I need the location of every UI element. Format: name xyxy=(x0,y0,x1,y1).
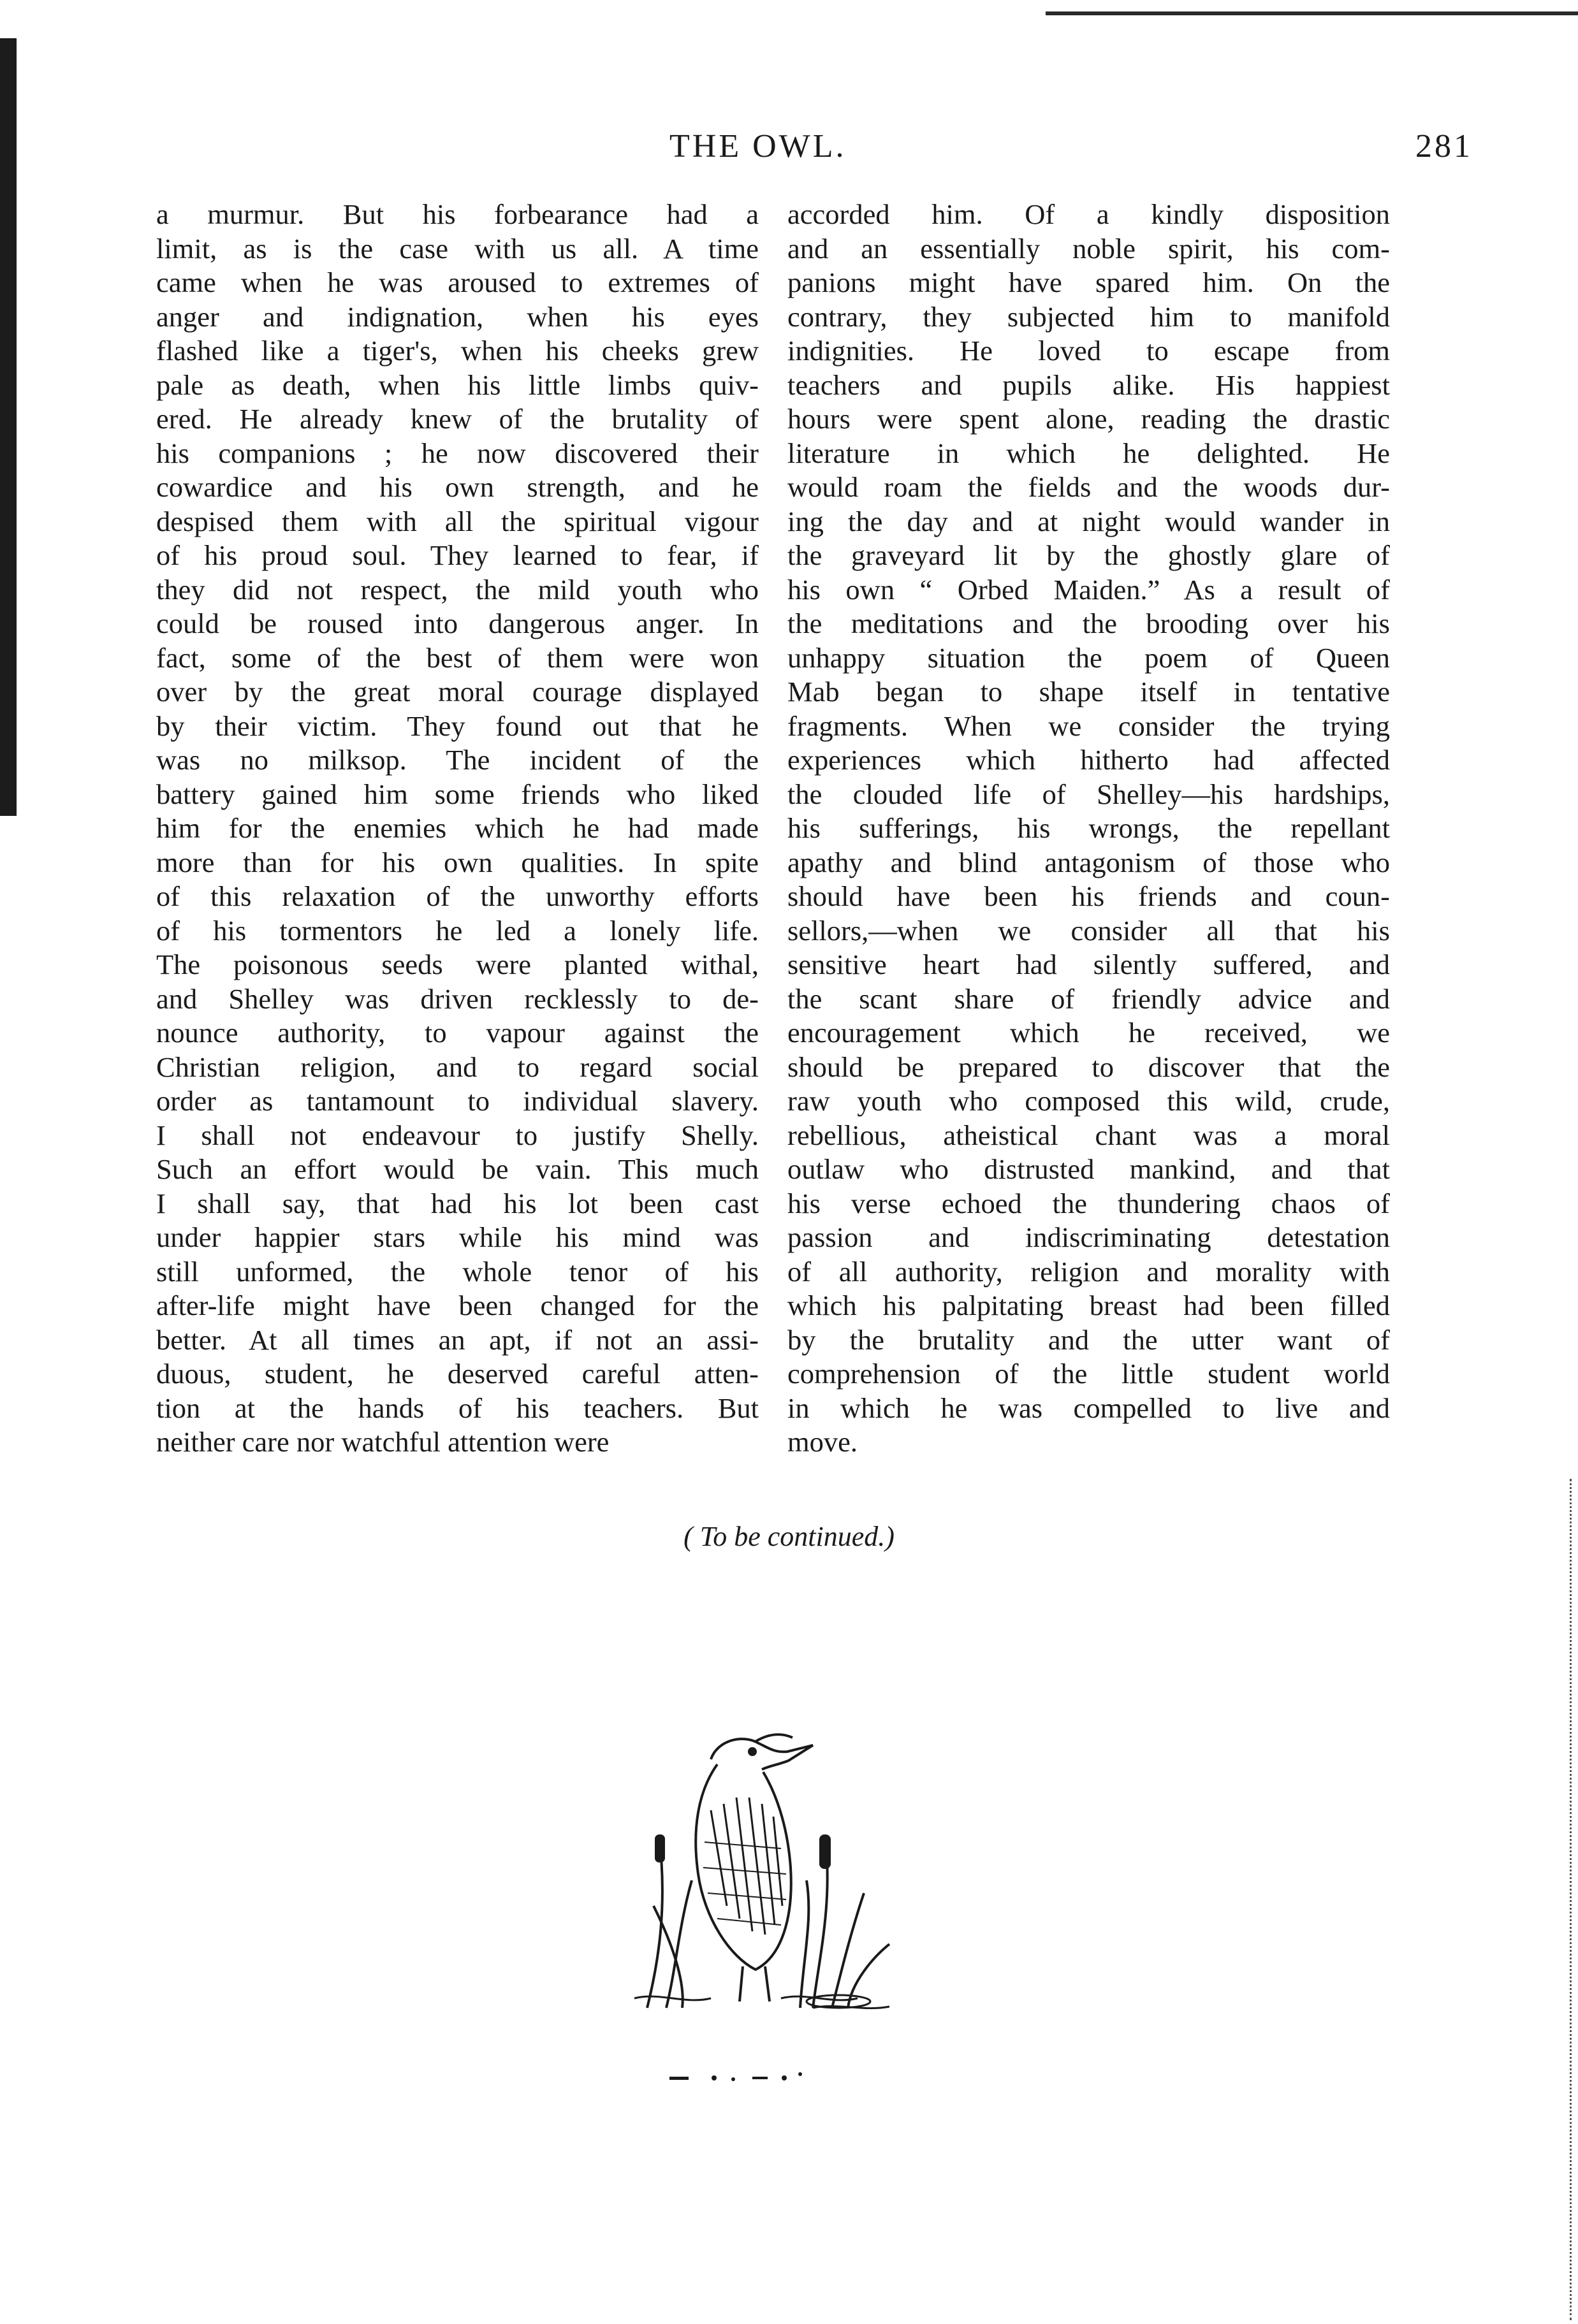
left-line: more than for his own qualities. In spite xyxy=(156,846,759,878)
left-line: ered. He already knew of the brutality of xyxy=(156,403,759,435)
running-head xyxy=(0,127,1578,172)
left-line: cowardice and his own strength, and he xyxy=(156,471,759,503)
left-line: I shall say, that had his lot been cast xyxy=(156,1187,759,1219)
right-text-column xyxy=(787,198,1390,1460)
right-line: raw youth who composed this wild, crude, xyxy=(787,1085,1390,1117)
left-line: by their victim. They found out that he xyxy=(156,709,759,742)
left-line: and Shelley was driven recklessly to de- xyxy=(156,982,759,1015)
left-line: of his tormentors he led a lonely life. xyxy=(156,914,759,947)
left-line: nounce authority, to vapour against the xyxy=(156,1017,759,1049)
left-line: Such an effort would be vain. This much xyxy=(156,1153,759,1185)
right-line: accorded him. Of a kindly disposition xyxy=(787,198,1390,230)
right-line: comprehension of the little student world xyxy=(787,1358,1390,1390)
top-rule-line xyxy=(1046,11,1578,15)
left-line: fact, some of the best of them were won xyxy=(156,641,759,674)
left-line: better. At all times an apt, if not an assi- xyxy=(156,1323,759,1356)
right-line: ing the day and at night would wander in xyxy=(787,505,1390,537)
right-line: sensitive heart had silently suffered, and xyxy=(787,948,1390,980)
right-line: indignities. He loved to escape from xyxy=(787,335,1390,367)
left-line: over by the great moral courage displayed xyxy=(156,676,759,708)
right-line: should have been his friends and coun- xyxy=(787,880,1390,912)
left-line: was no milksop. The incident of the xyxy=(156,744,759,776)
right-line: teachers and pupils alike. His happiest xyxy=(787,368,1390,401)
right-line: contrary, they subjected him to manifold xyxy=(787,300,1390,333)
right-line: his verse echoed the thundering chaos of xyxy=(787,1187,1390,1219)
scan-edge-marks xyxy=(1570,1479,1578,2320)
left-line: his companions ; he now discovered their xyxy=(156,437,759,469)
right-line: should be prepared to discover that the xyxy=(787,1050,1390,1083)
left-line: Christian religion, and to regard social xyxy=(156,1050,759,1083)
right-line: fragments. When we consider the trying xyxy=(787,709,1390,742)
right-line: of all authority, religion and morality with xyxy=(787,1255,1390,1288)
right-line: encouragement which he received, we xyxy=(787,1017,1390,1049)
left-line: I shall not endeavour to justify Shelly. xyxy=(156,1119,759,1151)
left-line: order as tantamount to individual slavery. xyxy=(156,1085,759,1117)
left-line: flashed like a tiger's, when his cheeks grew xyxy=(156,335,759,367)
left-line: under happier stars while his mind was xyxy=(156,1221,759,1253)
right-line: unhappy situation the poem of Queen xyxy=(787,641,1390,674)
right-line: literature in which he delighted. He xyxy=(787,437,1390,469)
page-number: 281 xyxy=(1415,128,1473,164)
right-line: apathy and blind antagonism of those who xyxy=(787,846,1390,878)
right-line: the scant share of friendly advice and xyxy=(787,982,1390,1015)
left-line: despised them with all the spiritual vigour xyxy=(156,505,759,537)
right-line: rebellious, atheistical chant was a moral xyxy=(787,1119,1390,1151)
left-line: a murmur. But his forbearance had a xyxy=(156,198,759,230)
right-line: panions might have spared him. On the xyxy=(787,266,1390,298)
left-line: anger and indignation, when his eyes xyxy=(156,300,759,333)
right-line: sellors,—when we consider all that his xyxy=(787,914,1390,947)
right-line: experiences which hitherto had affected xyxy=(787,744,1390,776)
left-line: tion at the hands of his teachers. But xyxy=(156,1391,759,1424)
journal-title: THE OWL. xyxy=(669,128,847,164)
left-text-column xyxy=(156,198,759,1460)
right-line: his own “ Orbed Maiden.” As a result of xyxy=(787,573,1390,606)
ornament-dots xyxy=(663,2065,816,2091)
left-line: after-life might have been changed for the xyxy=(156,1289,759,1321)
left-line: could be roused into dangerous anger. In xyxy=(156,607,759,639)
left-line: duous, student, he deserved careful atten- xyxy=(156,1358,759,1390)
right-line: which his palpitating breast had been filled xyxy=(787,1289,1390,1321)
left-line: The poisonous seeds were planted withal, xyxy=(156,948,759,980)
left-line: they did not respect, the mild youth who xyxy=(156,573,759,606)
right-line: in which he was compelled to live and xyxy=(787,1391,1390,1424)
left-line: came when he was aroused to extremes of xyxy=(156,266,759,298)
left-line: battery gained him some friends who liked xyxy=(156,778,759,810)
right-line: move. xyxy=(787,1426,858,1458)
left-line: limit, as is the case with us all. A time xyxy=(156,232,759,265)
right-line: passion and indiscriminating detestation xyxy=(787,1221,1390,1253)
right-line: outlaw who distrusted mankind, and that xyxy=(787,1153,1390,1185)
left-line: pale as death, when his little limbs quiv- xyxy=(156,368,759,401)
right-line: the clouded life of Shelley—his hardships, xyxy=(787,778,1390,810)
left-line: of his proud soul. They learned to fear, if xyxy=(156,539,759,571)
left-line: of this relaxation of the unworthy efforts xyxy=(156,880,759,912)
heron-among-reeds-icon xyxy=(622,1715,902,2014)
right-line: hours were spent alone, reading the drastic xyxy=(787,403,1390,435)
right-line: the meditations and the brooding over his xyxy=(787,607,1390,639)
to-be-continued-note: ( To be continued.) xyxy=(683,1521,895,1552)
right-line: his sufferings, his wrongs, the repellant xyxy=(787,812,1390,844)
left-line: him for the enemies which he had made xyxy=(156,812,759,844)
left-line: still unformed, the whole tenor of his xyxy=(156,1255,759,1288)
right-line: the graveyard lit by the ghostly glare of xyxy=(787,539,1390,571)
right-line: would roam the fields and the woods dur- xyxy=(787,471,1390,503)
right-line: by the brutality and the utter want of xyxy=(787,1323,1390,1356)
right-line: and an essentially noble spirit, his com- xyxy=(787,232,1390,265)
left-line: neither care nor watchful attention were xyxy=(156,1426,610,1458)
right-line: Mab began to shape itself in tentative xyxy=(787,676,1390,708)
